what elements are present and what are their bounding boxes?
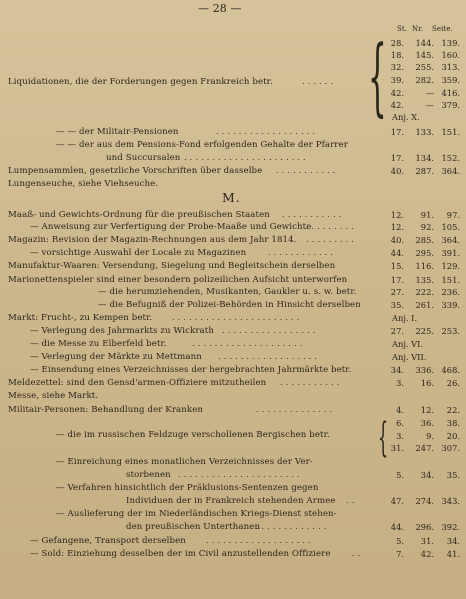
ref-seite: 34. (446, 536, 460, 546)
entry-messe: Messe, siehe Markt. (8, 391, 99, 401)
ref-nr: 116. (415, 261, 434, 271)
ref-seite: 343. (441, 496, 460, 506)
ref-st: 12. (390, 222, 404, 232)
ref-st: 42. (390, 88, 404, 98)
ref-seite: 22. (446, 405, 460, 415)
ref-nr: 336. (415, 365, 434, 375)
ref-st: 5. (396, 536, 404, 546)
ref-st: 18. (390, 50, 404, 60)
leader-dots: . . . . . . . . . . . . (268, 248, 334, 258)
ref-st: 35. (390, 300, 404, 310)
ref-seite: 379. (441, 100, 460, 110)
ref-seite: 391. (441, 248, 460, 258)
ref-st: 47. (390, 496, 404, 506)
ref-nr: 296. (415, 522, 434, 532)
ref-nr: 135. (415, 275, 434, 285)
ref-anlage: Anj. I. (392, 313, 418, 323)
entry-auslieferung: — Auslieferung der im Niederländischen Kriegs-Dienst stehen- (56, 509, 337, 519)
entry-maerkte-mettmann: — Verlegung der Märkte zu Mettmann (30, 352, 202, 362)
ref-seite: 97. (446, 210, 460, 220)
ref-st: 44. (390, 522, 404, 532)
ref-nr: 134. (415, 153, 434, 163)
ref-nr: 42. (420, 549, 434, 559)
section-letter: M. (222, 190, 241, 205)
ref-seite: 151. (441, 275, 460, 285)
entry-praeklusion-cont: Individuen der in Frankreich stehenden Armee (126, 496, 336, 506)
entry-magazin: Magazin: Revision der Magazin-Rechnungen aus dem Jahr 1814. (8, 235, 297, 245)
entry-magazin-auswahl: — vorsichtige Auswahl der Locale zu Magazinen (30, 248, 247, 258)
ref-nr: 36. (420, 418, 434, 428)
entry-sold: — Sold: Einziehung desselben der im Civil anzustellenden Offiziere (30, 549, 331, 559)
entry-befugniss: — die Befugniß der Polizei-Behörden in Hinsicht derselben (98, 300, 361, 310)
ref-st: 27. (390, 326, 404, 336)
leader-dots: . . . . . . . . . . . . . . . . . (222, 326, 316, 336)
entry-praeklusion: — Verfahren hinsichtlich der Präklusions-Sentenzen gegen (56, 483, 319, 493)
ref-seite: 35. (446, 470, 460, 480)
ref-st: 40. (390, 166, 404, 176)
ref-seite: 392. (441, 522, 460, 532)
ref-anlage: Anj. VII. (392, 352, 427, 362)
ref-seite: 416. (441, 88, 460, 98)
entry-gefangene: — Gefangene, Transport derselben (30, 536, 186, 546)
ref-seite: 139. (441, 38, 460, 48)
ref-nr: 274. (415, 496, 434, 506)
ref-nr: 91. (420, 210, 434, 220)
entry-militair-pensionen: — — der Militair-Pensionen (56, 127, 179, 137)
leader-dots: . . . . . . . . . . . . . . . . . . . . (192, 339, 303, 349)
ref-nr: 34. (420, 470, 434, 480)
ref-nr: 222. (415, 287, 434, 297)
ref-st: 15. (390, 261, 404, 271)
entry-meldezettel: Meldezettel: sind den Gensd'armen-Offiziere mitzutheilen (8, 378, 267, 388)
ref-st: 17. (390, 127, 404, 137)
ref-nr: 225. (415, 326, 434, 336)
leader-dots: . . . . . . . . . . (300, 222, 354, 232)
entry-herumziehenden: — die herumziehenden, Musikanten, Gaukler u. s. w. betr. (98, 287, 357, 297)
entry-verlegung-wickrath: — Verlegung des Jahrmarkts zu Wickrath (30, 326, 214, 336)
ref-nr: 144. (415, 38, 434, 48)
ref-nr: 92. (420, 222, 434, 232)
ref-anlage: Anj. X. (392, 112, 420, 122)
entry-einsendung: — Einsendung eines Verzeichnisses der hergebrachten Jahrmärkte betr. (30, 365, 352, 375)
ref-st: 12. (390, 210, 404, 220)
ref-seite: 38. (446, 418, 460, 428)
ref-st: 39. (390, 75, 404, 85)
ref-st: 27. (390, 287, 404, 297)
ref-nr: — (425, 88, 434, 98)
leader-dots: . . . . . . . . . . . . . . . . . . (216, 127, 316, 137)
leader-dots: . . (352, 549, 361, 559)
ref-seite: 307. (441, 443, 460, 453)
leader-dots: . . . . . . . . . . . (280, 378, 340, 388)
ref-seite: 152. (441, 153, 460, 163)
ref-st: 17. (390, 153, 404, 163)
ref-nr: 255. (415, 62, 434, 72)
ref-seite: 236. (441, 287, 460, 297)
ref-seite: 339. (441, 300, 460, 310)
ref-nr: 285. (415, 235, 434, 245)
leader-dots: . . . . . . . . . . . . . . (250, 522, 327, 532)
leader-dots: . . . . . . . . . . . . . . . . . . . . . . (178, 470, 300, 480)
brace: { (368, 27, 387, 125)
ref-seite: 359. (441, 75, 460, 85)
leader-dots: . . . . . . . . . . . . . . . . . . (218, 352, 318, 362)
ref-seite: 468. (441, 365, 460, 375)
ref-nr: 295. (415, 248, 434, 258)
ref-st: 28. (390, 38, 404, 48)
ref-nr: 145. (415, 50, 434, 60)
entry-verschollenen: — die im russischen Feldzuge verschollenen Bergischen betr. (56, 430, 330, 440)
col-header-nr: Nr. (412, 25, 424, 33)
ref-seite: 253. (441, 326, 460, 336)
ref-st: 6. (396, 418, 404, 428)
leader-dots: . . . . . . . . . . . (276, 166, 336, 176)
entry-einreichung: — Einreichung eines monatlichen Verzeichnisses der Ver- (56, 457, 313, 467)
ref-seite: 151. (441, 127, 460, 137)
entry-manufaktur: Manufaktur-Waaren: Versendung, Siegelung und Begleitschein derselben (8, 261, 336, 271)
entry-pensions-fond: — — der aus dem Pensions-Fond erfolgenden Gehalte der Pfarrer (56, 140, 348, 150)
ref-nr: 282. (415, 75, 434, 85)
ref-seite: 364. (441, 166, 460, 176)
leader-dots: . . . . . . . . . . . . . . . . . . . (206, 536, 311, 546)
ref-nr: 133. (415, 127, 434, 137)
leader-dots: . . . . . . . . . . . . . . . . . . . . . . . (172, 313, 300, 323)
ref-seite: 105. (441, 222, 460, 232)
entry-lungenseuche: Lungenseuche, siehe Viehseuche. (8, 179, 159, 189)
entry-einreichung-cont: storbenen (126, 470, 171, 480)
leader-dots: . . . . . . . . . . . . . . . . . . . . . . (184, 153, 306, 163)
ref-st: 34. (390, 365, 404, 375)
ref-nr: 287. (415, 166, 434, 176)
page-number: — 28 — (198, 2, 242, 15)
ref-st: 40. (390, 235, 404, 245)
ref-seite: 26. (446, 378, 460, 388)
entry-markt: Markt: Frucht-, zu Kempen betr. (8, 313, 153, 323)
ref-st: 4. (396, 405, 404, 415)
ref-st: 32. (390, 62, 404, 72)
ref-seite: 41. (446, 549, 460, 559)
ref-st: 5. (396, 470, 404, 480)
entry-messe-elberfeld: — die Messe zu Elberfeld betr. (30, 339, 167, 349)
ref-nr: 247. (415, 443, 434, 453)
entry-marionettenspieler: Marionettenspieler sind einer besondern polizeilichen Aufsicht unterworfen (8, 275, 348, 285)
leader-dots: . . . . . . . . . . . (282, 210, 342, 220)
ref-nr: 16. (420, 378, 434, 388)
ref-st: 17. (390, 275, 404, 285)
ref-nr: 261. (415, 300, 434, 310)
ref-seite: 20. (446, 431, 460, 441)
ref-seite: 160. (441, 50, 460, 60)
ref-nr: 9. (426, 431, 434, 441)
ref-nr: 31. (420, 536, 434, 546)
leader-dots: . . . . . . . . . (306, 235, 355, 245)
ref-nr: — (425, 100, 434, 110)
ref-st: 42. (390, 100, 404, 110)
brace: { (378, 415, 389, 461)
entry-maass-anweisung: — Anweisung zur Verfertigung der Probe-Maaße und Gewichte (30, 222, 312, 232)
entry-maass: Maaß- und Gewichts-Ordnung für die preußischen Staaten (8, 210, 270, 220)
entry-lumpensammlen: Lumpensammlen, gesetzliche Vorschriften über dasselbe (8, 166, 263, 176)
ref-seite: 364. (441, 235, 460, 245)
ref-st: 3. (396, 378, 404, 388)
leader-dots: . . . . . . . . . . . . . . (256, 405, 333, 415)
ref-st: 31. (390, 443, 404, 453)
col-header-st: St. (397, 25, 408, 33)
ref-seite: 129. (441, 261, 460, 271)
ref-anlage: Anj. VI. (392, 339, 424, 349)
ref-st: 7. (396, 549, 404, 559)
ref-seite: 313. (441, 62, 460, 72)
entry-auslieferung-cont: den preußischen Unterthanen (126, 522, 261, 532)
ref-st: 44. (390, 248, 404, 258)
entry-liquidationen: Liquidationen, die der Forderungen gegen Frankreich betr. (8, 77, 273, 87)
col-header-seite: Seite. (432, 25, 453, 33)
ref-st: 3. (396, 431, 404, 441)
entry-militair-personen: Militair-Personen: Behandlung der Kranken (8, 405, 204, 415)
leader-dots: . . . . . . (302, 77, 334, 87)
leader-dots: . . (346, 496, 355, 506)
ref-nr: 12. (420, 405, 434, 415)
entry-pensions-fond-cont: und Succursalen (106, 153, 181, 163)
